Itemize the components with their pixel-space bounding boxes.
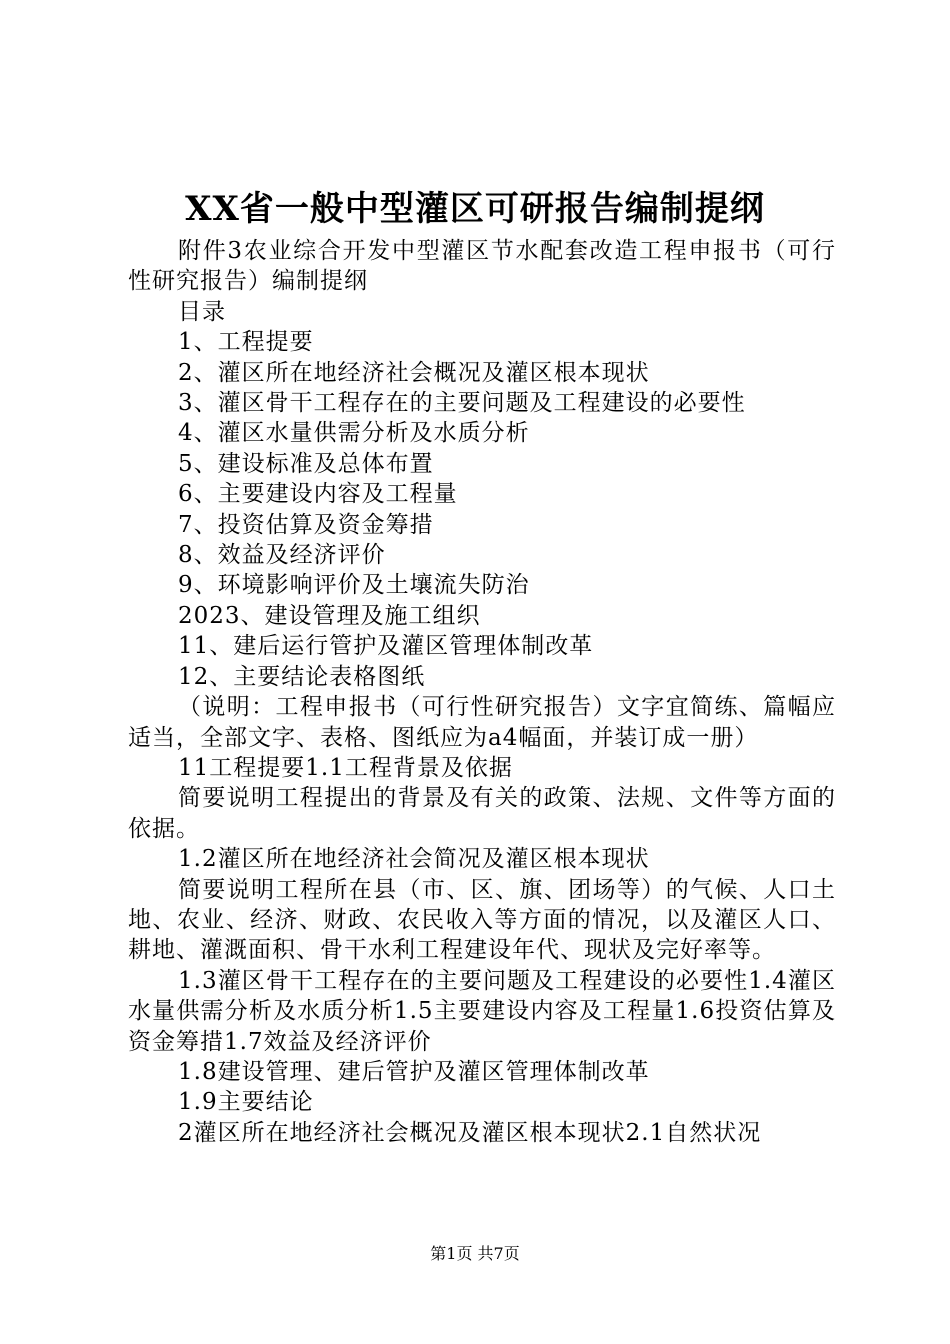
toc-item: 12、主要结论表格图纸 (178, 663, 426, 690)
toc-item: 8、效益及经济评价 (178, 542, 386, 569)
page-footer: 第1页 共7页 (430, 1244, 520, 1263)
document-body (128, 236, 836, 1148)
section-heading: 1.2灌区所在地经济社会简况及灌区根本现状 (178, 846, 650, 873)
toc-item: 1、工程提要 (178, 329, 314, 356)
section-heading: 2灌区所在地经济社会概况及灌区根本现状2.1自然状况 (178, 1119, 762, 1146)
paragraph: 1.3灌区骨干工程存在的主要问题及工程建设的必要性1.4灌区水量供需分析及水质分析1.5主要建设内容及工程量1.6投资估算及资金筹措1.7效益及经济评价 (128, 967, 836, 1055)
toc-item: 4、灌区水量供需分析及水质分析 (178, 420, 530, 447)
toc-item: 5、建设标准及总体布置 (178, 450, 434, 477)
toc-item: 6、主要建设内容及工程量 (178, 481, 458, 508)
section-heading: 11工程提要1.1工程背景及依据 (178, 754, 513, 781)
paragraph: 简要说明工程提出的背景及有关的政策、法规、文件等方面的依据。 (128, 785, 836, 842)
paragraph: 附件3农业综合开发中型灌区节水配套改造工程申报书（可行性研究报告）编制提纲 (128, 238, 836, 295)
section-heading: 1.9主要结论 (178, 1089, 314, 1116)
toc-item: 2023、建设管理及施工组织 (178, 602, 481, 629)
toc-item: 9、环境影响评价及土壤流失防治 (178, 572, 530, 599)
toc-item: 2、灌区所在地经济社会概况及灌区根本现状 (178, 359, 650, 386)
toc-item: 7、投资估算及资金筹措 (178, 511, 434, 538)
document-title: XX省一般中型灌区可研报告编制提纲 (185, 189, 765, 229)
toc-item: 3、灌区骨干工程存在的主要问题及工程建设的必要性 (178, 390, 746, 417)
section-heading: 1.8建设管理、建后管护及灌区管理体制改革 (178, 1058, 650, 1085)
toc-heading: 目录 (178, 298, 226, 325)
note-paragraph: （说明：工程申报书（可行性研究报告）文字宜简练、篇幅应适当，全部文字、表格、图纸应为a4幅面，并装订成一册） (128, 694, 836, 751)
paragraph: 简要说明工程所在县（市、区、旗、团场等）的气候、人口土地、农业、经济、财政、农民收入等方面的情况，以及灌区人口、耕地、灌溉面积、骨干水利工程建设年代、现状及完好率等。 (128, 876, 836, 964)
toc-item: 11、建后运行管护及灌区管理体制改革 (178, 633, 594, 660)
